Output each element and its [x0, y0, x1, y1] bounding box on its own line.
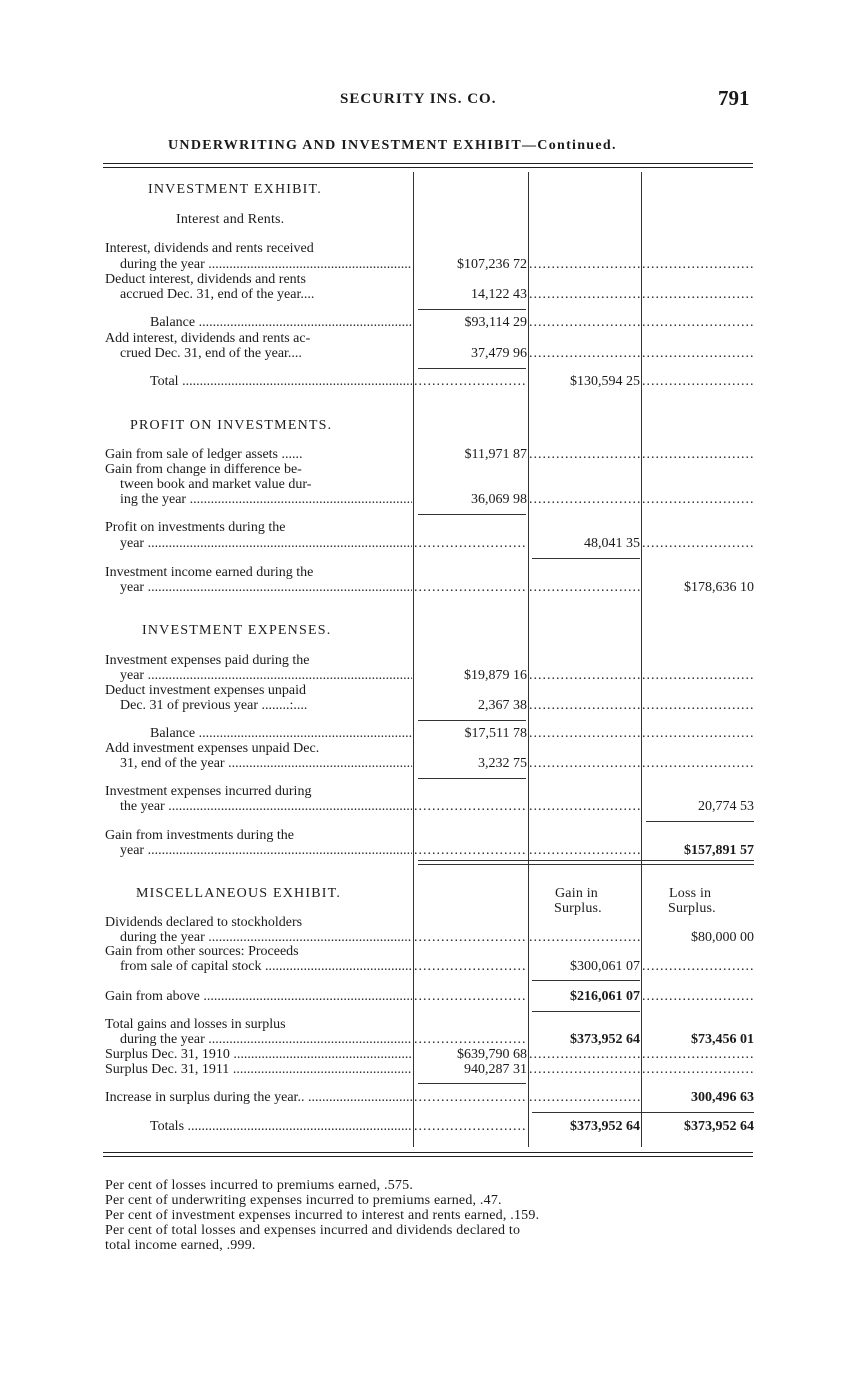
- leader-dots: [642, 374, 754, 390]
- leader-dots: [642, 726, 754, 742]
- row-label: [120, 843, 412, 859]
- row-label-text: Increase in surplus during the year..: [105, 1090, 305, 1105]
- top-rule-2: [103, 167, 753, 168]
- leader-dots: [529, 1062, 640, 1078]
- sum-rule: [418, 720, 526, 721]
- leader-dots: [529, 257, 640, 273]
- row-label: [120, 492, 412, 508]
- leader-dots: [414, 799, 527, 815]
- amount-cell: $373,952 64: [684, 1119, 754, 1134]
- leader-dots: [642, 447, 754, 463]
- leader-dots: [642, 668, 754, 684]
- amount-cell: 48,041 35: [584, 536, 640, 551]
- footnote: Per cent of losses incurred to premiums earned, .575.: [105, 1178, 414, 1193]
- amount-cell: $157,891 57: [684, 843, 754, 858]
- leader-dots: [529, 726, 640, 742]
- row-label: [120, 756, 412, 772]
- row-label-text: Surplus Dec. 31, 1910: [105, 1047, 230, 1062]
- sum-rule: [418, 368, 526, 369]
- row-label: [150, 315, 412, 331]
- row-label-text: Investment expenses paid during the: [105, 653, 310, 668]
- leader-dots: [414, 580, 527, 596]
- amount-cell: $178,636 10: [684, 580, 754, 595]
- amount-cell: $300,061 07: [570, 959, 640, 974]
- leader-dots: [642, 756, 754, 772]
- amount-cell: 36,069 98: [471, 492, 527, 507]
- row-label: [105, 1047, 412, 1063]
- row-label: [105, 653, 412, 669]
- section-heading-misc: MISCELLANEOUS EXHIBIT.: [136, 886, 342, 901]
- column-header-gain: Surplus.: [554, 901, 602, 916]
- leader-dots: [414, 1119, 527, 1135]
- leader-dots: [642, 315, 754, 331]
- row-label-text: ing the year: [120, 492, 187, 507]
- row-label: [105, 1062, 412, 1078]
- sum-rule: [418, 514, 526, 515]
- amount-cell: $17,511 78: [464, 726, 527, 741]
- row-label: [120, 799, 412, 815]
- amount-cell: $73,456 01: [691, 1032, 754, 1047]
- row-label: Deduct interest, dividends and rents: [105, 272, 307, 287]
- amount-cell: $93,114 29: [464, 315, 527, 330]
- leader-dots: [642, 989, 754, 1005]
- amount-cell: $19,879 16: [464, 668, 527, 683]
- amount-cell: $373,952 64: [570, 1032, 640, 1047]
- amount-cell: $639,790 68: [457, 1047, 527, 1062]
- leader-dots: [529, 346, 640, 362]
- amount-cell: 20,774 53: [698, 799, 754, 814]
- row-label: Add interest, dividends and rents ac-: [105, 331, 311, 346]
- leader-dots: [642, 959, 754, 975]
- row-label-text: from sale of capital stock: [120, 959, 262, 974]
- leader-dots: [529, 447, 640, 463]
- row-label-text: Dividends declared to stockholders: [105, 915, 303, 930]
- subheading-interest-rents: Interest and Rents.: [176, 212, 285, 227]
- row-label: [105, 565, 412, 581]
- leader-dots: [529, 799, 640, 815]
- bottom-rule-2: [103, 1156, 753, 1157]
- row-label-text: Gain from investments during the: [105, 828, 294, 843]
- row-label-text: the year: [120, 799, 165, 814]
- footnote: [105, 1223, 755, 1239]
- row-label: [105, 1017, 412, 1033]
- row-label: [105, 241, 412, 257]
- footnote: Per cent of underwriting expenses incurred to premiums earned, .47.: [105, 1193, 502, 1208]
- footnote-text: Per cent of total losses and expenses incurred and dividends declared to: [105, 1223, 521, 1238]
- row-label: crued Dec. 31, end of the year....: [120, 346, 302, 361]
- leader-dots: [529, 315, 640, 331]
- leader-dots: [414, 959, 527, 975]
- leader-dots: [414, 374, 527, 390]
- row-label: [120, 580, 412, 596]
- row-label: [150, 726, 412, 742]
- page-number: 791: [718, 86, 750, 110]
- row-label-text: Totals: [150, 1119, 185, 1134]
- row-label: Investment expenses incurred during: [105, 784, 312, 799]
- leader-dots: [642, 492, 754, 508]
- row-label: [105, 520, 412, 536]
- column-header-gain: Gain in: [555, 886, 599, 901]
- amount-cell: $373,952 64: [570, 1119, 640, 1134]
- leader-dots: [529, 1090, 640, 1106]
- leader-dots: [529, 287, 640, 303]
- amount-cell: 37,479 96: [471, 346, 527, 361]
- leader-dots: [529, 930, 640, 946]
- row-label-text: Gain from above: [105, 989, 200, 1004]
- column-header-loss: Surplus.: [668, 901, 716, 916]
- sum-rule: [532, 1011, 640, 1012]
- amount-cell: $80,000 00: [691, 930, 754, 945]
- row-label: accrued Dec. 31, end of the year....: [120, 287, 315, 302]
- row-label-text: year: [120, 536, 145, 551]
- amount-cell: 14,122 43: [471, 287, 527, 302]
- row-label-text: Surplus Dec. 31, 1911: [105, 1062, 230, 1077]
- row-label: Dec. 31 of previous year ........:....: [120, 698, 308, 713]
- row-label: [105, 828, 412, 844]
- row-label-text: Interest, dividends and rents received: [105, 241, 314, 256]
- sum-rule: [532, 980, 640, 981]
- row-label: Add investment expenses unpaid Dec.: [105, 741, 320, 756]
- row-label: [120, 536, 412, 552]
- sum-rule: [532, 1112, 754, 1113]
- row-label: Gain from sale of ledger assets ......: [105, 447, 303, 462]
- leader-dots: [414, 930, 527, 946]
- leader-dots: [642, 1047, 754, 1063]
- leader-dots: [414, 1032, 527, 1048]
- leader-dots: [414, 843, 527, 859]
- row-label-text: Balance: [150, 315, 196, 330]
- footnote: total income earned, .999.: [105, 1238, 256, 1253]
- leader-dots: [529, 698, 640, 714]
- amount-cell: $11,971 87: [464, 447, 527, 462]
- leader-dots: [414, 536, 527, 552]
- exhibit-title: UNDERWRITING AND INVESTMENT EXHIBIT—Continued.: [168, 138, 617, 153]
- row-label: [105, 989, 412, 1005]
- row-label-text: Gain from other sources: Proceeds: [105, 944, 299, 959]
- section-heading-profit: PROFIT ON INVESTMENTS.: [130, 418, 333, 433]
- sum-rule: [418, 309, 526, 310]
- double-rule: [418, 860, 754, 865]
- row-label: Gain from change in difference be-: [105, 462, 302, 477]
- leader-dots: [642, 257, 754, 273]
- row-label-text: Total gains and losses in surplus: [105, 1017, 286, 1032]
- section-heading-expenses: INVESTMENT EXPENSES.: [142, 623, 332, 638]
- amount-cell: 2,367 38: [478, 698, 527, 713]
- row-label: [120, 668, 412, 684]
- amount-cell: $107,236 72: [457, 257, 527, 272]
- row-label: [120, 257, 412, 273]
- leader-dots: [529, 668, 640, 684]
- leader-dots: [414, 989, 527, 1005]
- leader-dots: [642, 287, 754, 303]
- amount-cell: 3,232 75: [478, 756, 527, 771]
- amount-cell: $216,061 07: [570, 989, 640, 1004]
- row-label-text: Profit on investments during the: [105, 520, 286, 535]
- row-label: tween book and market value dur-: [120, 477, 312, 492]
- footnote: Per cent of investment expenses incurred to interest and rents earned, .159.: [105, 1208, 540, 1223]
- leader-dots: [642, 346, 754, 362]
- leader-dots: [642, 1062, 754, 1078]
- row-label-text: during the year: [120, 1032, 205, 1047]
- leader-dots: [529, 756, 640, 772]
- row-label-text: year: [120, 668, 145, 683]
- running-head: SECURITY INS. CO.: [340, 91, 497, 107]
- leader-dots: [529, 843, 640, 859]
- amount-cell: 940,287 31: [464, 1062, 527, 1077]
- row-label-text: year: [120, 580, 145, 595]
- row-label: [105, 944, 412, 960]
- row-label: [150, 374, 412, 390]
- leader-dots: [529, 580, 640, 596]
- row-label-text: during the year: [120, 930, 205, 945]
- sum-rule: [532, 558, 640, 559]
- section-heading-investment-exhibit: INVESTMENT EXHIBIT.: [148, 182, 322, 197]
- row-label: [105, 915, 412, 931]
- row-label: [120, 959, 412, 975]
- leader-dots: [529, 1047, 640, 1063]
- row-label-text: Total: [150, 374, 179, 389]
- leader-dots: [414, 1090, 527, 1106]
- row-label-text: Balance: [150, 726, 196, 741]
- leader-dots: [529, 492, 640, 508]
- row-label-text: during the year: [120, 257, 205, 272]
- leader-dots: [642, 698, 754, 714]
- row-label: [120, 1032, 412, 1048]
- amount-cell: $130,594 25: [570, 374, 640, 389]
- row-label-text: Investment income earned during the: [105, 565, 314, 580]
- sum-rule: [418, 1083, 526, 1084]
- sum-rule: [418, 778, 526, 779]
- row-label-text: year: [120, 843, 145, 858]
- row-label: Deduct investment expenses unpaid: [105, 683, 307, 698]
- row-label: [150, 1119, 412, 1135]
- leader-dots: [642, 536, 754, 552]
- row-label: [105, 1090, 412, 1106]
- bottom-rule: [103, 1152, 753, 1153]
- column-header-loss: Loss in: [669, 886, 712, 901]
- amount-cell: 300,496 63: [691, 1090, 754, 1105]
- row-label-text: 31, end of the year: [120, 756, 225, 771]
- top-rule: [103, 163, 753, 164]
- sum-rule: [646, 821, 754, 822]
